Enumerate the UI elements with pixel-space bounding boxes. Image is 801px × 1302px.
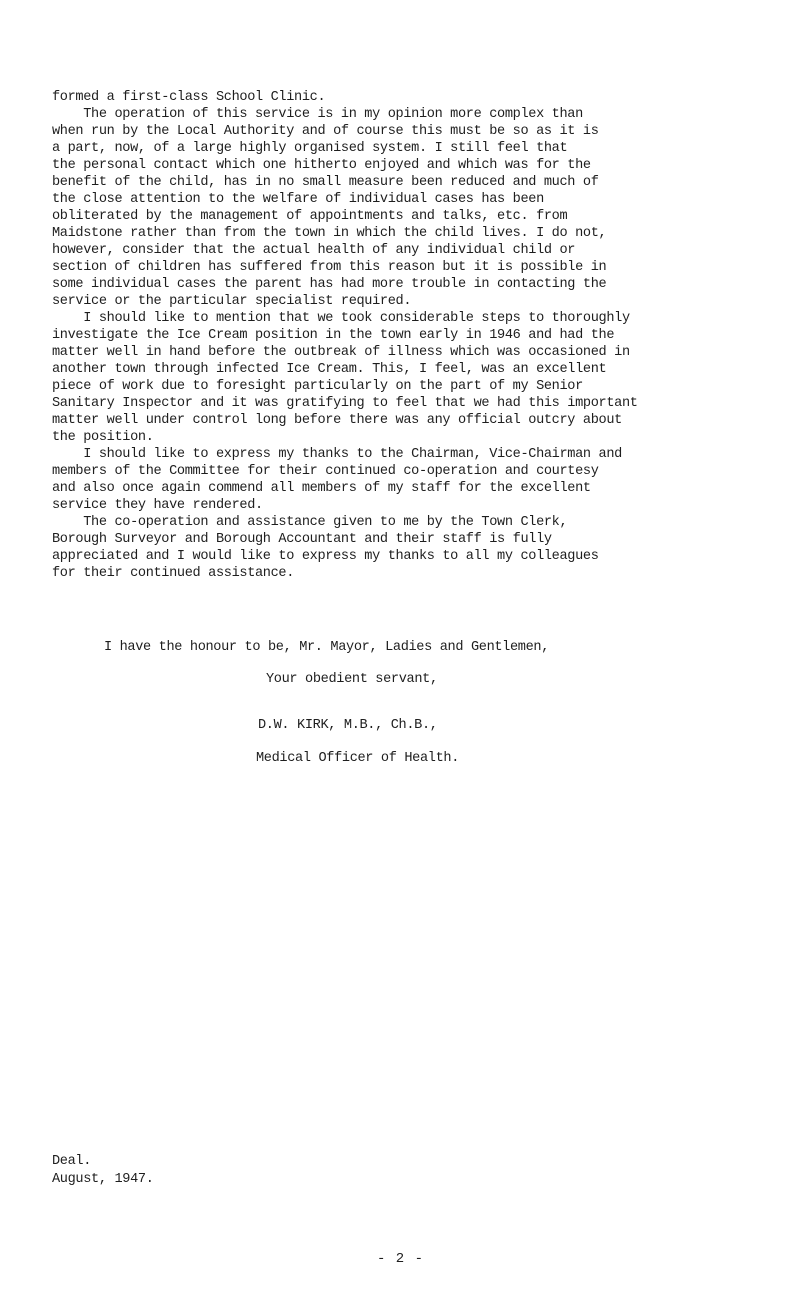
place-date-block bbox=[52, 1153, 154, 1189]
body-line: piece of work due to foresight particularly on the part of my Senior bbox=[52, 379, 583, 394]
body-line: the close attention to the welfare of individual cases has been bbox=[52, 192, 544, 207]
place: Deal. bbox=[52, 1154, 92, 1169]
body-line: Borough Surveyor and Borough Accountant and their staff is fully bbox=[52, 532, 552, 547]
body-line: Sanitary Inspector and it was gratifying to feel that we had this important bbox=[52, 396, 638, 411]
body-line: matter well in hand before the outbreak of illness which was occasioned in bbox=[52, 345, 630, 360]
closing-line: I have the honour to be, Mr. Mayor, Ladies and Gentlemen, bbox=[104, 640, 550, 655]
signature-title: Medical Officer of Health. bbox=[256, 751, 459, 766]
body-line: the position. bbox=[52, 430, 154, 445]
body-line: section of children has suffered from this reason but it is possible in bbox=[52, 260, 607, 275]
body-line: obliterated by the management of appointments and talks, etc. from bbox=[52, 209, 568, 224]
body-line: I should like to mention that we took considerable steps to thoroughly bbox=[52, 311, 630, 326]
body-line: matter well under control long before there was any official outcry about bbox=[52, 413, 622, 428]
body-line: a part, now, of a large highly organised system. I still feel that bbox=[52, 141, 568, 156]
body-line: members of the Committee for their continued co-operation and courtesy bbox=[52, 464, 599, 479]
body-line: some individual cases the parent has had more trouble in contacting the bbox=[52, 277, 607, 292]
body-line: Maidstone rather than from the town in which the child lives. I do not, bbox=[52, 226, 607, 241]
page-number: - 2 - bbox=[376, 1251, 424, 1267]
body-line: however, consider that the actual health of any individual child or bbox=[52, 243, 576, 258]
body-line: when run by the Local Authority and of course this must be so as it is bbox=[52, 124, 599, 139]
body-line: another town through infected Ice Cream. This, I feel, was an excellent bbox=[52, 362, 607, 377]
body-line: service they have rendered. bbox=[52, 498, 263, 513]
body-line: for their continued assistance. bbox=[52, 566, 295, 581]
body-line: The co-operation and assistance given to me by the Town Clerk, bbox=[52, 515, 568, 530]
body-line: formed a first-class School Clinic. bbox=[52, 90, 326, 105]
body-line: I should like to express my thanks to the Chairman, Vice-Chairman and bbox=[52, 447, 622, 462]
body-line: appreciated and I would like to express my thanks to all my colleagues bbox=[52, 549, 599, 564]
body-line: and also once again commend all members of my staff for the excellent bbox=[52, 481, 591, 496]
date: August, 1947. bbox=[52, 1172, 154, 1187]
report-body bbox=[52, 89, 772, 582]
body-line: The operation of this service is in my opinion more complex than bbox=[52, 107, 583, 122]
salutation-line: Your obedient servant, bbox=[266, 672, 438, 687]
body-line: benefit of the child, has in no small measure been reduced and much of bbox=[52, 175, 599, 190]
signature-name: D.W. KIRK, M.B., Ch.B., bbox=[258, 718, 438, 733]
body-line: service or the particular specialist required. bbox=[52, 294, 412, 309]
body-line: the personal contact which one hitherto enjoyed and which was for the bbox=[52, 158, 591, 173]
body-line: investigate the Ice Cream position in the town early in 1946 and had the bbox=[52, 328, 615, 343]
